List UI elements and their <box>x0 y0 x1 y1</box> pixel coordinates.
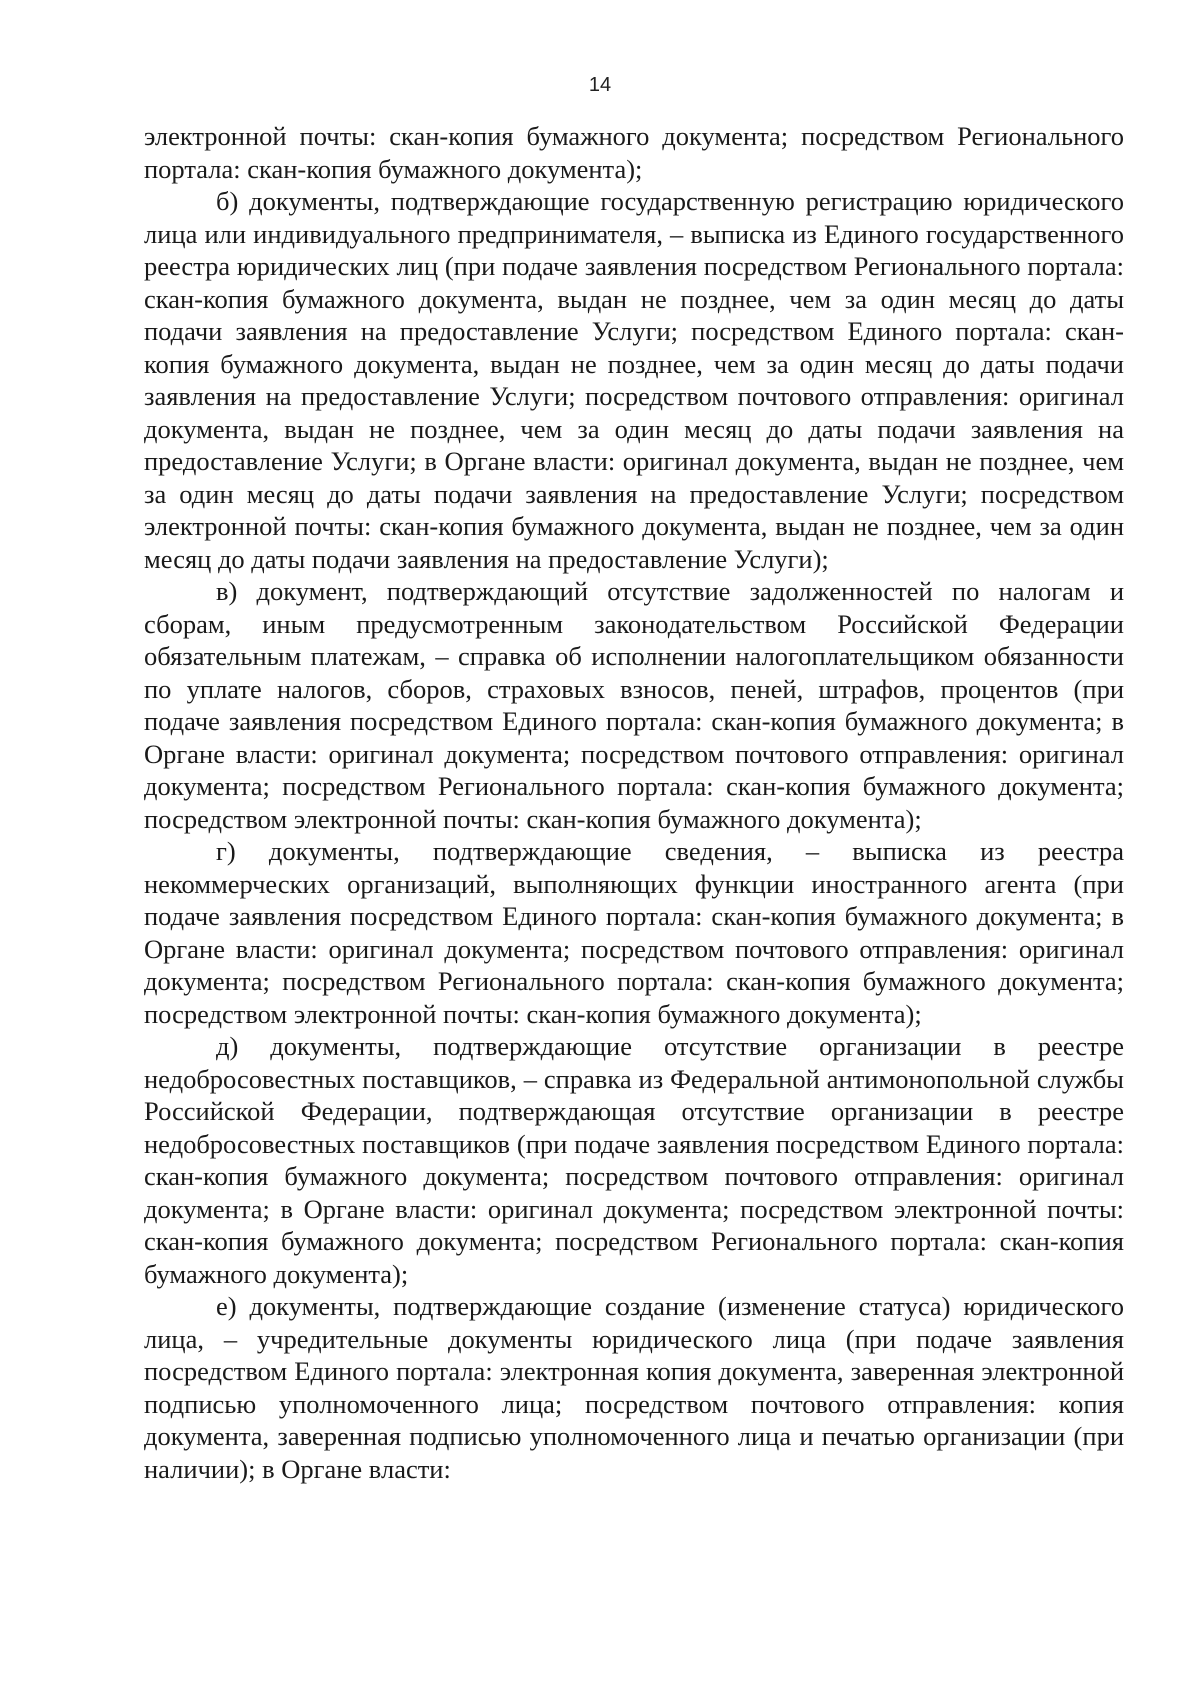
paragraph-continuation: электронной почты: скан-копия бумажного документа; посредством Регионального портала: скан-копия бумажного документа); <box>144 121 1124 184</box>
paragraph-item-d: д) документы, подтверждающие отсутствие организации в реестре недобросовестных поставщиков, – справка из Федеральной антимонопольной службы Российской Федерации, подтверждающая отсутствие организации в реестре недобросовестных поставщиков (при подаче заявления посредством Единого портала: скан-копия бумажного документа; посредством почтового отправления: оригинал документа; в Органе власти: оригинал документа; посредством электронной почты: скан-копия бумажного документа; посредством Регионального портала: скан-копия бумажного документа); <box>144 1031 1124 1289</box>
document-body <box>144 120 1124 1485</box>
paragraph-item-g: г) документы, подтверждающие сведения, – выписка из реестра некоммерческих организаций, выполняющих функции иностранного агента (при подаче заявления посредством Единого портала: скан-копия бумажного документа; в Органе власти: оригинал документа; посредством почтового отправления: оригинал документа; посредством Регионального портала: скан-копия бумажного документа; посредством электронной почты: скан-копия бумажного документа); <box>144 836 1124 1029</box>
page-number: 14 <box>588 74 612 96</box>
paragraph-item-b: б) документы, подтверждающие государственную регистрацию юридического лица или индивидуального предпринимателя, – выписка из Единого государственного реестра юридических лиц (при подаче заявления посредством Регионального портала: скан-копия бумажного документа, выдан не позднее, чем за один месяц до даты подачи заявления на предоставление Услуги; посредством Единого портала: скан-копия бумажного документа, выдан не позднее, чем за один месяц до даты подачи заявления на предоставление Услуги; посредством почтового отправления: оригинал документа, выдан не позднее, чем за один месяц до даты подачи заявления на предоставление Услуги; в Органе власти: оригинал документа, выдан не позднее, чем за один месяц до даты подачи заявления на предоставление Услуги; посредством электронной почты: скан-копия бумажного документа, выдан не позднее, чем за один месяц до даты подачи заявления на предоставление Услуги); <box>144 186 1124 574</box>
paragraph-item-e: е) документы, подтверждающие создание (изменение статуса) юридического лица, – учредительные документы юридического лица (при подаче заявления посредством Единого портала: электронная копия документа, заверенная электронной подписью уполномоченного лица; посредством почтового отправления: копия документа, заверенная подписью уполномоченного лица и печатью организации (при наличии); в Органе власти: <box>144 1291 1124 1484</box>
paragraph-item-v: в) документ, подтверждающий отсутствие задолженностей по налогам и сборам, иным предусмотренным законодательством Российской Федерации обязательным платежам, – справка об исполнении налогоплательщиком обязанности по уплате налогов, сборов, страховых взносов, пеней, штрафов, процентов (при подаче заявления посредством Единого портала: скан-копия бумажного документа; в Органе власти: оригинал документа; посредством почтового отправления: оригинал документа; посредством Регионального портала: скан-копия бумажного документа; посредством электронной почты: скан-копия бумажного документа); <box>144 576 1124 834</box>
